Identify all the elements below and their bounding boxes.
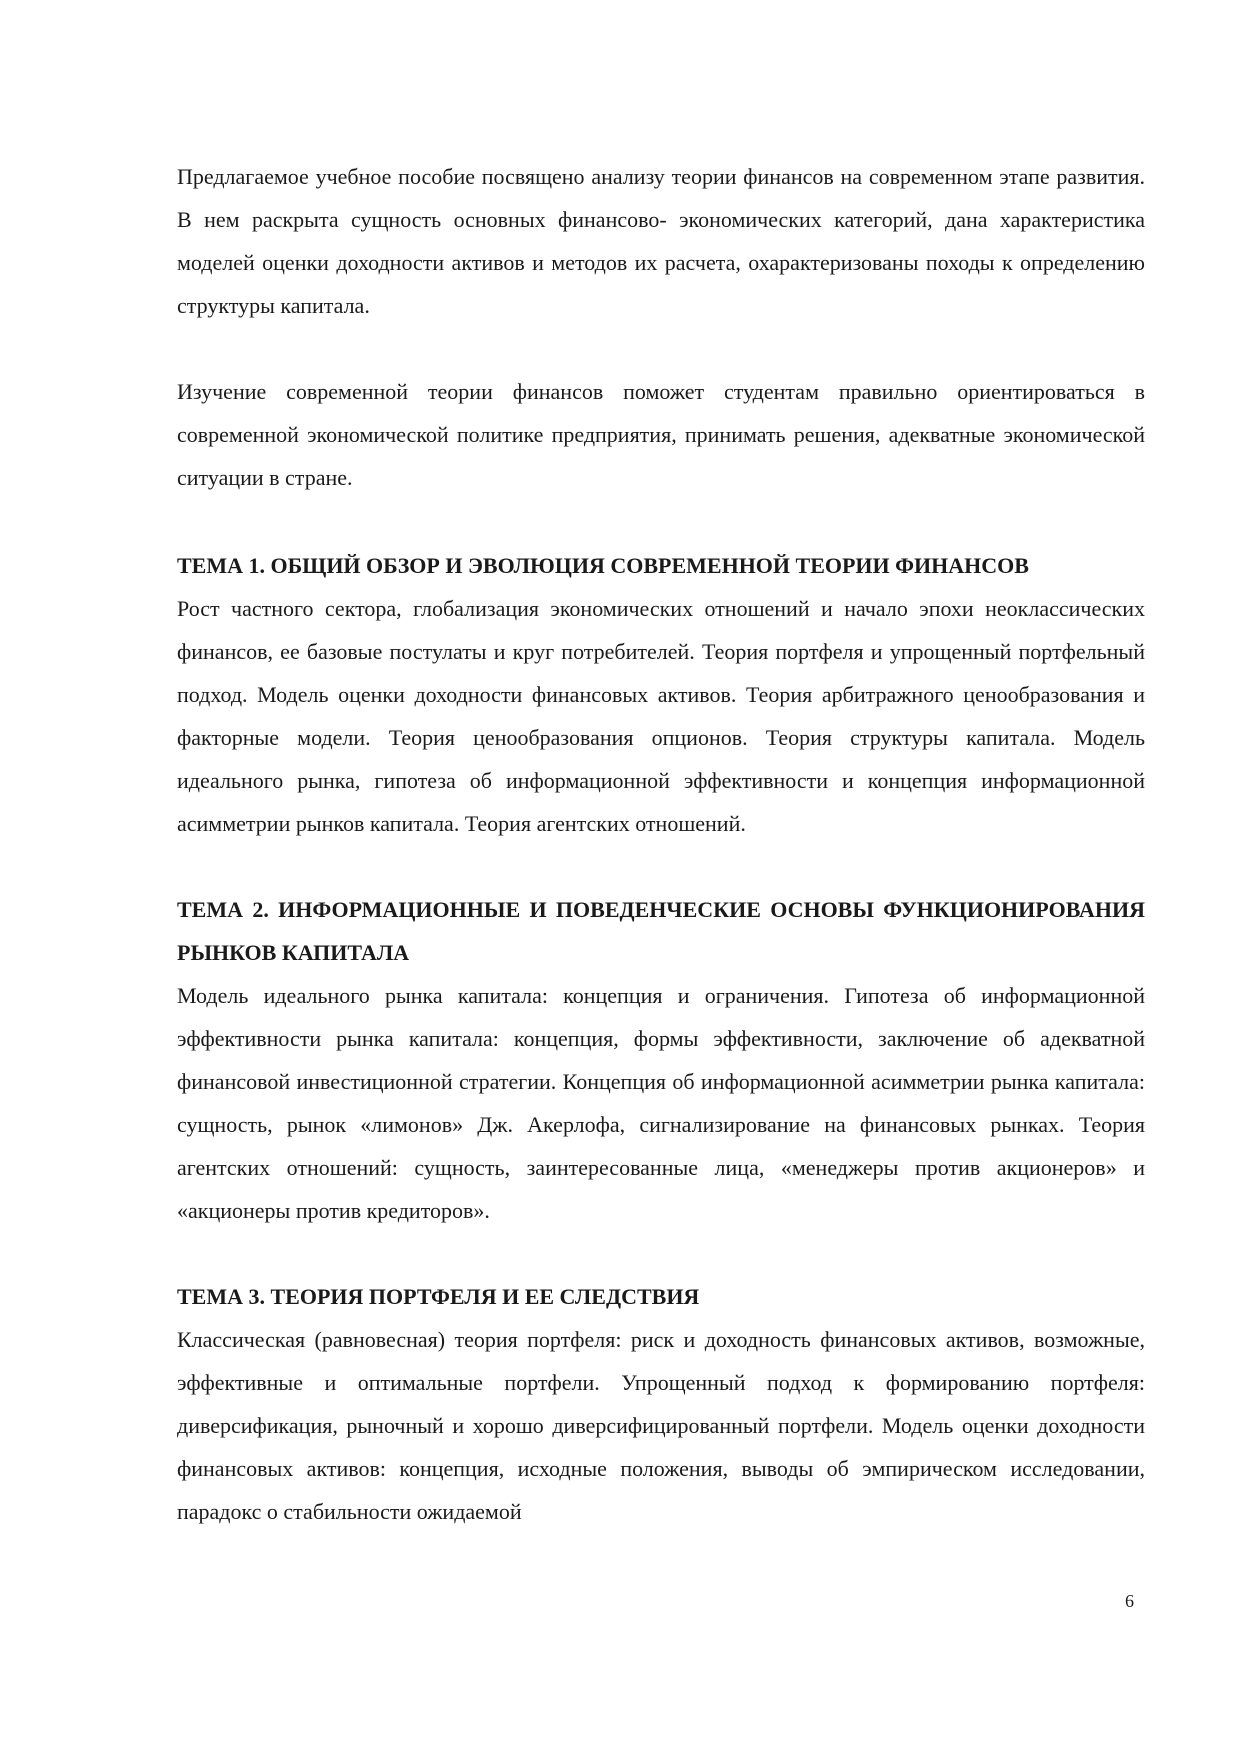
topic-body: Классическая (равновесная) теория портфеля: риск и доходность финансовых активов, возможные, эффективные и оптимальные портфели. Упрощенный подход к формированию портфеля: диверсификация, рыночный и хорошо диверсифицированный портфели. Модель оценки доходности финансовых активов: концепция, исходные положения, выводы об эмпирическом исследовании, парадокс о стабильности ожидаемой xyxy=(177,1327,1145,1524)
topic-heading: ТЕМА 3. ТЕОРИЯ ПОРТФЕЛЯ И ЕЕ СЛЕДСТВИЯ xyxy=(177,1284,700,1309)
page-content xyxy=(177,155,1145,1533)
topic-body: Рост частного сектора, глобализация экономических отношений и начало эпохи неоклассических финансов, ее базовые постулаты и круг потребителей. Теория портфеля и упрощенный портфельный подход. Модель оценки доходности финансовых активов. Теория арбитражного ценообразования и факторные модели. Теория ценообразования опционов. Теория структуры капитала. Модель идеального рынка, гипотеза об информационной эффективности и концепция информационной асимметрии рынков капитала. Теория агентских отношений. xyxy=(177,596,1145,836)
intro-paragraph: Изучение современной теории финансов поможет студентам правильно ориентироваться в современной экономической политике предприятия, принимать решения, адекватные экономической ситуации в стране. xyxy=(177,379,1145,490)
topic-body: Модель идеального рынка капитала: концепция и ограничения. Гипотеза об информационной эффективности рынка капитала: концепция, формы эффективности, заключение об адекватной финансовой инвестиционной стратегии. Концепция об информационной асимметрии рынка капитала: сущность, рынок «лимонов» Дж. Акерлофа, сигнализирование на финансовых рынках. Теория агентских отношений: сущность, заинтересованные лица, «менеджеры против акционеров» и «акционеры против кредиторов». xyxy=(177,983,1145,1223)
intro-paragraph: Предлагаемое учебное пособие посвящено анализу теории финансов на современном этапе развития. В нем раскрыта сущность основных финансово- экономических категорий, дана характеристика моделей оценки доходности активов и методов их расчета, охарактеризованы походы к определению структуры капитала. xyxy=(177,164,1145,318)
page-number: 6 xyxy=(1125,1591,1134,1611)
topic-heading: ТЕМА 1. ОБЩИЙ ОБЗОР И ЭВОЛЮЦИЯ СОВРЕМЕННОЙ ТЕОРИИ ФИНАНСОВ xyxy=(177,553,1029,578)
topic-heading: ТЕМА 2. ИНФОРМАЦИОННЫЕ И ПОВЕДЕНЧЕСКИЕ ОСНОВЫ ФУНКЦИОНИРОВАНИЯ РЫНКОВ КАПИТАЛА xyxy=(177,897,1145,965)
